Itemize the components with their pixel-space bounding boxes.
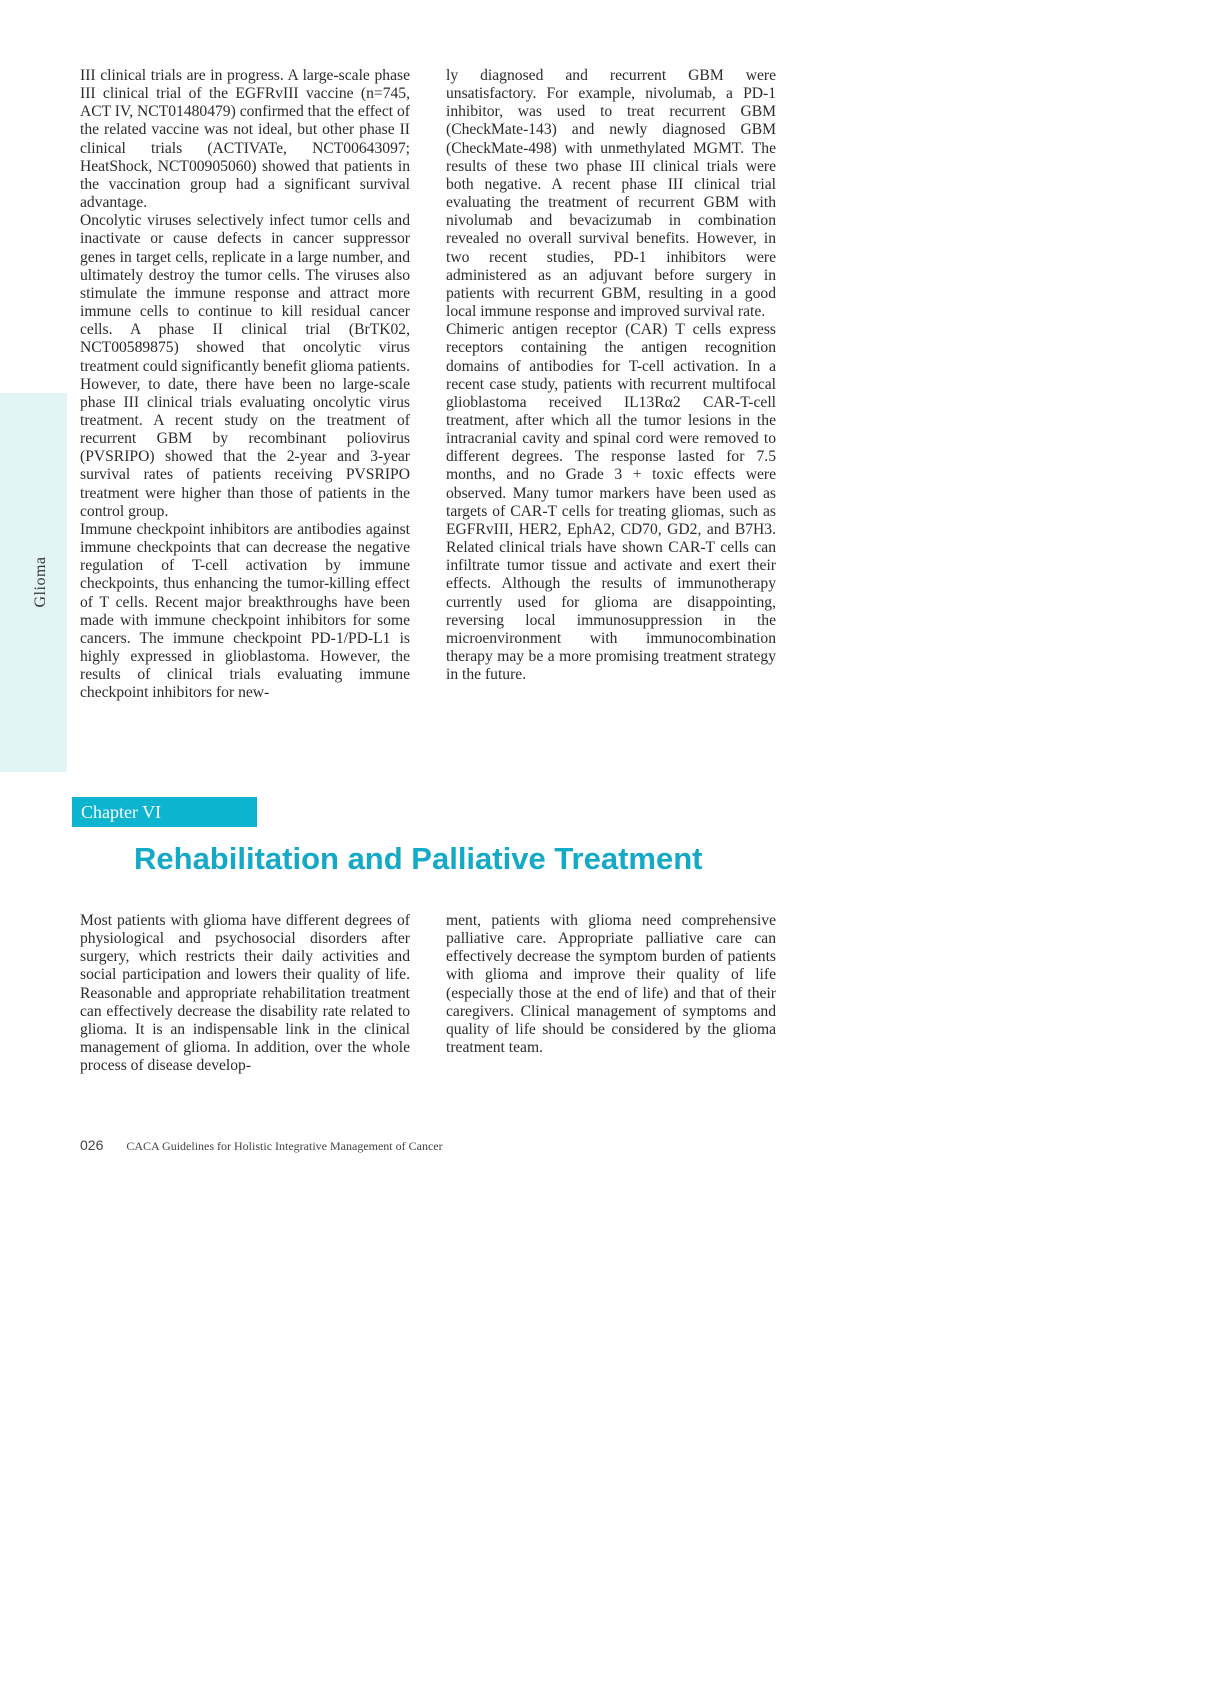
bottom-left-column	[80, 912, 410, 1075]
paragraph: III clinical trials are in progress. A large-scale phase III clinical trial of the EGFRvIII vaccine (n=745, ACT IV, NCT01480479) confirmed that the effect of the related vaccine was not ideal, but other phase II clinical trials (ACTIVATe, NCT00643097; HeatShock, NCT00905060) showed that patients in the vaccination group had a significant survival advantage.	[80, 67, 410, 212]
paragraph: Immune checkpoint inhibitors are antibodies against immune checkpoints that can decrease the negative regulation of T-cell activation by immune checkpoints, thus enhancing the tumor-killing effect of T cells. Recent major breakthroughs have been made with immune checkpoint inhibitors for some cancers. The immune checkpoint PD-1/PD-L1 is highly expressed in glioblastoma. However, the results of clinical trials evaluating immune checkpoint inhibitors for new-	[80, 520, 410, 702]
paragraph: ly diagnosed and recurrent GBM were unsatisfactory. For example, nivolumab, a PD-1 inhibitor, was used to treat recurrent GBM (CheckMate-143) and newly diagnosed GBM (CheckMate-498) with unmethylated MGMT. The results of these two phase III clinical trials were both negative. A recent phase III clinical trial evaluating the treatment of recurrent GBM with nivolumab and bevacizumab in combination revealed no overall survival benefits. However, in two recent studies, PD-1 inhibitors were administered as an adjuvant before surgery in patients with recurrent GBM, resulting in a good local immune response and improved survival rate.	[446, 67, 776, 321]
side-tab-label: Glioma	[32, 556, 49, 608]
chapter-title: Rehabilitation and Palliative Treatment	[134, 841, 703, 876]
paragraph: ment, patients with glioma need comprehensive palliative care. Appropriate palliative care can effectively decrease the symptom burden of patients with glioma and improve their quality of life (especially those at the end of life) and that of their caregivers. Clinical management of symptoms and quality of life should be considered by the glioma treatment team.	[446, 912, 776, 1057]
running-title: CACA Guidelines for Holistic Integrative Management of Cancer	[126, 1139, 443, 1153]
top-right-column	[446, 67, 776, 684]
bottom-right-column	[446, 912, 776, 1057]
chapter-label: Chapter VI	[72, 797, 257, 827]
paragraph: Oncolytic viruses selectively infect tumor cells and inactivate or cause defects in cancer suppressor genes in target cells, replicate in a large number, and ultimately destroy the tumor cells. The viruses also stimulate the immune response and attract more immune cells to continue to kill residual cancer cells. A phase II clinical trial (BrTK02, NCT00589875) showed that oncolytic virus treatment could significantly benefit glioma patients. However, to date, there have been no large-scale phase III clinical trials evaluating oncolytic virus treatment. A recent study on the treatment of recurrent GBM by recombinant poliovirus (PVSRIPO) showed that the 2-year and 3-year survival rates of patients receiving PVSRIPO treatment were higher than those of patients in the control group.	[80, 212, 410, 520]
top-left-column	[80, 67, 410, 702]
page-number: 026	[80, 1137, 104, 1153]
page-footer	[80, 1137, 443, 1154]
paragraph: Most patients with glioma have different degrees of physiological and psychosocial disorders after surgery, which restricts their daily activities and social participation and lowers their quality of life. Reasonable and appropriate rehabilitation treatment can effectively decrease the disability rate related to glioma. It is an indispensable link in the clinical management of glioma. In addition, over the whole process of disease develop-	[80, 912, 410, 1075]
paragraph: Chimeric antigen receptor (CAR) T cells express receptors containing the antigen recognition domains of antibodies for T-cell activation. In a recent case study, patients with recurrent multifocal glioblastoma received IL13Rα2 CAR-T-cell treatment, after which all the tumor lesions in the intracranial cavity and spinal cord were removed to different degrees. The response lasted for 7.5 months, and no Grade 3 + toxic effects were observed. Many tumor markers have been used as targets of CAR-T cells for treating gliomas, such as EGFRvIII, HER2, EphA2, CD70, GD2, and B7H3. Related clinical trials have shown CAR-T cells can infiltrate tumor tissue and activate and exert their effects. Although the results of immunotherapy currently used for glioma are disappointing, reversing local immunosuppression in the microenvironment with immunocombination therapy may be a more promising treatment strategy in the future.	[446, 321, 776, 684]
